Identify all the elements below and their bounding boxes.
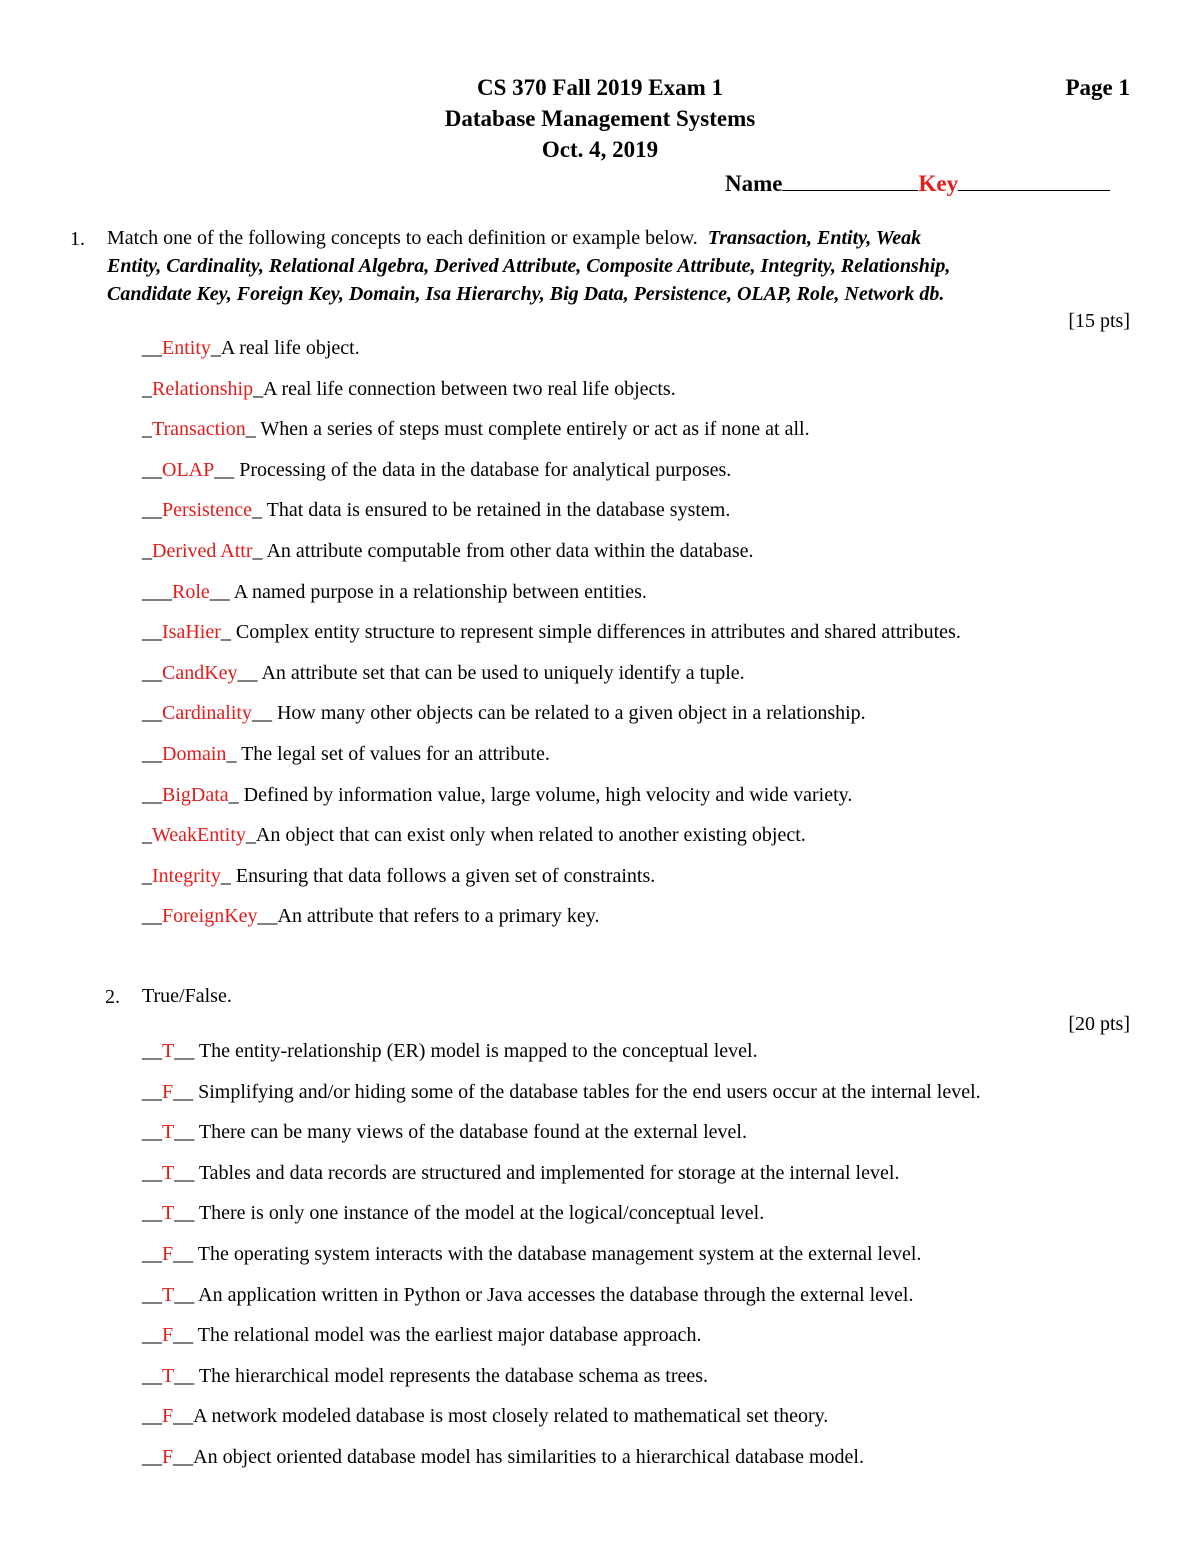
question-1-number: 1. [70, 228, 85, 250]
question-2-prompt: True/False. [142, 985, 232, 1007]
q1-item [142, 459, 961, 500]
exam-title: CS 370 Fall 2019 Exam 1 [477, 75, 723, 100]
question-2-points: [20 pts] [1068, 1013, 1130, 1035]
item-text: How many other objects can be related to a given object in a relationship. [276, 702, 866, 725]
course-name: Database Management Systems [444, 106, 756, 131]
page-number: Page 1 [1065, 75, 1130, 100]
answer-blank-after: __ [174, 1202, 199, 1225]
q1-item [142, 621, 961, 662]
item-text: There can be many views of the database found at the external level. [198, 1121, 747, 1144]
answer-blank-before: __ [142, 661, 162, 684]
answer-blank-before: __ [142, 1242, 162, 1265]
answer-blank-before: _ [142, 377, 152, 400]
item-text: Processing of the data in the database for analytical purposes. [239, 458, 732, 481]
question-1-list [142, 337, 961, 946]
answer-text: Transaction [152, 418, 246, 441]
item-text: An attribute computable from other data within the database. [266, 539, 754, 562]
answer-blank-before: ___ [142, 580, 172, 603]
name-blank-left [782, 168, 918, 191]
q1-item [142, 499, 961, 540]
answer-text: CandKey [162, 661, 238, 684]
answer-blank-before: __ [142, 621, 162, 644]
item-text: When a series of steps must complete entirely or act as if none at all. [260, 418, 810, 441]
item-text: The operating system interacts with the database management system at the external level. [197, 1242, 922, 1265]
answer-blank-before: __ [142, 1040, 162, 1062]
answer-blank-after: __ [174, 1364, 199, 1387]
item-text: A real life connection between two real life objects. [263, 377, 676, 400]
answer-blank-after: __ [174, 1283, 199, 1306]
q2-item [142, 1324, 981, 1365]
answer-blank-before: __ [142, 1445, 162, 1468]
q2-item [142, 1405, 981, 1446]
answer-blank-before: __ [142, 1324, 162, 1347]
answer-text: Persistence [162, 499, 252, 522]
answer-text: Relationship [152, 377, 254, 400]
answer-blank-before: __ [142, 1161, 162, 1184]
item-text: An object that can exist only when related to another existing object. [255, 824, 806, 847]
answer-blank-before: __ [142, 702, 162, 725]
name-blank-right [958, 168, 1110, 191]
answer-text: Cardinality [162, 702, 252, 725]
answer-blank-after: __ [173, 1324, 198, 1347]
q1-item [142, 378, 961, 419]
answer-text: IsaHier [162, 621, 221, 644]
item-text: A network modeled database is most closely related to mathematical set theory. [193, 1405, 829, 1428]
name-line [725, 168, 1110, 197]
answer-text: ForeignKey [162, 905, 258, 928]
answer-blank-after: __ [251, 702, 277, 725]
q2-item [142, 1040, 981, 1081]
answer-blank-before: _ [142, 824, 152, 847]
answer-blank-after: _ [245, 824, 256, 847]
answer-text: T [162, 1040, 175, 1062]
answer-blank-before: __ [142, 1080, 162, 1103]
q1-item [142, 581, 961, 622]
item-text: An attribute set that can be used to uniquely identify a tuple. [261, 661, 745, 684]
answer-blank-before: __ [142, 783, 162, 806]
q1-item [142, 662, 961, 703]
answer-blank-after: __ [174, 1040, 199, 1062]
exam-date: Oct. 4, 2019 [541, 137, 659, 162]
item-text: An application written in Python or Java accesses the database through the external level. [198, 1283, 914, 1306]
answer-blank-before: __ [142, 1364, 162, 1387]
answer-text: T [162, 1202, 175, 1225]
answer-blank-before: __ [142, 1202, 162, 1225]
answer-text: T [162, 1364, 175, 1387]
answer-blank-before: __ [142, 458, 162, 481]
answer-text: Integrity [152, 864, 221, 887]
item-text: Ensuring that data follows a given set of constraints. [235, 864, 656, 887]
question-1-prompt [107, 224, 1107, 308]
item-text: An attribute that refers to a primary key. [277, 905, 600, 928]
answer-text: Role [172, 580, 210, 603]
q2-item [142, 1121, 981, 1162]
q2-item [142, 1243, 981, 1284]
q2-item [142, 1284, 981, 1325]
answer-text: WeakEntity [152, 824, 246, 847]
item-text: An object oriented database model has similarities to a hierarchical database model. [193, 1445, 864, 1468]
answer-blank-after: __ [173, 1080, 199, 1103]
question-1-points: [15 pts] [1068, 310, 1130, 332]
item-text: The legal set of values for an attribute. [241, 742, 550, 765]
answer-text: Derived Attr [152, 539, 253, 562]
item-text: A named purpose in a relationship between entities. [233, 580, 647, 603]
answer-blank-before: __ [142, 1283, 162, 1306]
item-text: Tables and data records are structured and implemented for storage at the internal level. [198, 1161, 900, 1184]
answer-blank-after: _ [251, 499, 267, 522]
q2-item [142, 1202, 981, 1243]
answer-blank-after: __ [214, 458, 240, 481]
answer-text: F [162, 1445, 174, 1468]
answer-blank-before: __ [142, 905, 162, 928]
item-text: That data is ensured to be retained in the database system. [266, 499, 731, 522]
item-text: There is only one instance of the model at the logical/conceptual level. [198, 1202, 765, 1225]
q1-item [142, 337, 961, 378]
answer-blank-after: __ [209, 580, 234, 603]
q1-item [142, 702, 961, 743]
q1-item [142, 865, 961, 906]
answer-text: F [162, 1080, 174, 1103]
q2-item [142, 1162, 981, 1203]
name-label: Name [725, 171, 783, 196]
concepts-line-3: Candidate Key, Foreign Key, Domain, Isa Hierarchy, Big Data, Persistence, OLAP, Role, Network db. [107, 283, 945, 305]
answer-text: F [162, 1242, 174, 1265]
answer-blank-after: __ [174, 1161, 199, 1184]
item-text: The entity-relationship (ER) model is mapped to the conceptual level. [198, 1040, 758, 1062]
answer-blank-before: __ [142, 742, 162, 765]
name-value: Key [918, 171, 959, 196]
answer-blank-before: _ [142, 539, 152, 562]
answer-blank-after: __ [173, 1445, 194, 1468]
q1-item [142, 824, 961, 865]
q2-item [142, 1365, 981, 1406]
answer-blank-before: _ [142, 864, 152, 887]
answer-blank-after: _ [220, 621, 236, 644]
item-text: The hierarchical model represents the database schema as trees. [198, 1364, 709, 1387]
answer-text: F [162, 1405, 174, 1428]
answer-blank-after: __ [173, 1242, 198, 1265]
answer-text: T [162, 1121, 175, 1144]
answer-blank-after: __ [237, 661, 262, 684]
item-text: Simplifying and/or hiding some of the database tables for the end users occur at the internal level. [198, 1080, 981, 1103]
item-text: Defined by information value, large volume, high velocity and wide variety. [243, 783, 853, 806]
q2-item [142, 1446, 981, 1487]
concepts-line-2: Entity, Cardinality, Relational Algebra, Derived Attribute, Composite Attribute, Integrity, Relationship, [107, 255, 951, 277]
answer-blank-after: _ [253, 377, 264, 400]
answer-blank-before: _ [142, 418, 152, 441]
answer-blank-after: _ [226, 742, 242, 765]
answer-blank-after: __ [173, 1405, 194, 1428]
q1-item [142, 784, 961, 825]
question-2-list [142, 1040, 981, 1487]
answer-blank-after: __ [174, 1121, 199, 1144]
answer-blank-after: _ [220, 864, 236, 887]
answer-blank-before: __ [142, 337, 162, 359]
q1-item [142, 905, 961, 946]
answer-blank-after: __ [257, 905, 278, 928]
answer-text: BigData [162, 783, 229, 806]
answer-blank-before: __ [142, 1121, 162, 1144]
answer-blank-after: _ [228, 783, 244, 806]
answer-blank-before: __ [142, 1405, 162, 1428]
concepts-line-1: Transaction, Entity, Weak [707, 227, 922, 249]
answer-text: T [162, 1283, 175, 1306]
answer-blank-before: __ [142, 499, 162, 522]
answer-text: OLAP [162, 458, 215, 481]
answer-text: F [162, 1324, 174, 1347]
q1-item [142, 540, 961, 581]
answer-text: Entity [162, 337, 211, 359]
answer-text: T [162, 1161, 175, 1184]
q1-item [142, 743, 961, 784]
question-1-instruction: Match one of the following concepts to each definition or example below. [107, 227, 698, 249]
answer-blank-after: _ [245, 418, 261, 441]
item-text: A real life object. [220, 337, 360, 359]
answer-text: Domain [162, 742, 227, 765]
q1-item [142, 418, 961, 459]
q2-item [142, 1081, 981, 1122]
question-2-number: 2. [105, 986, 120, 1008]
item-text: Complex entity structure to represent simple differences in attributes and shared attributes. [235, 621, 961, 644]
answer-blank-after: _ [210, 337, 221, 359]
answer-blank-after: _ [252, 539, 267, 562]
item-text: The relational model was the earliest major database approach. [197, 1324, 702, 1347]
